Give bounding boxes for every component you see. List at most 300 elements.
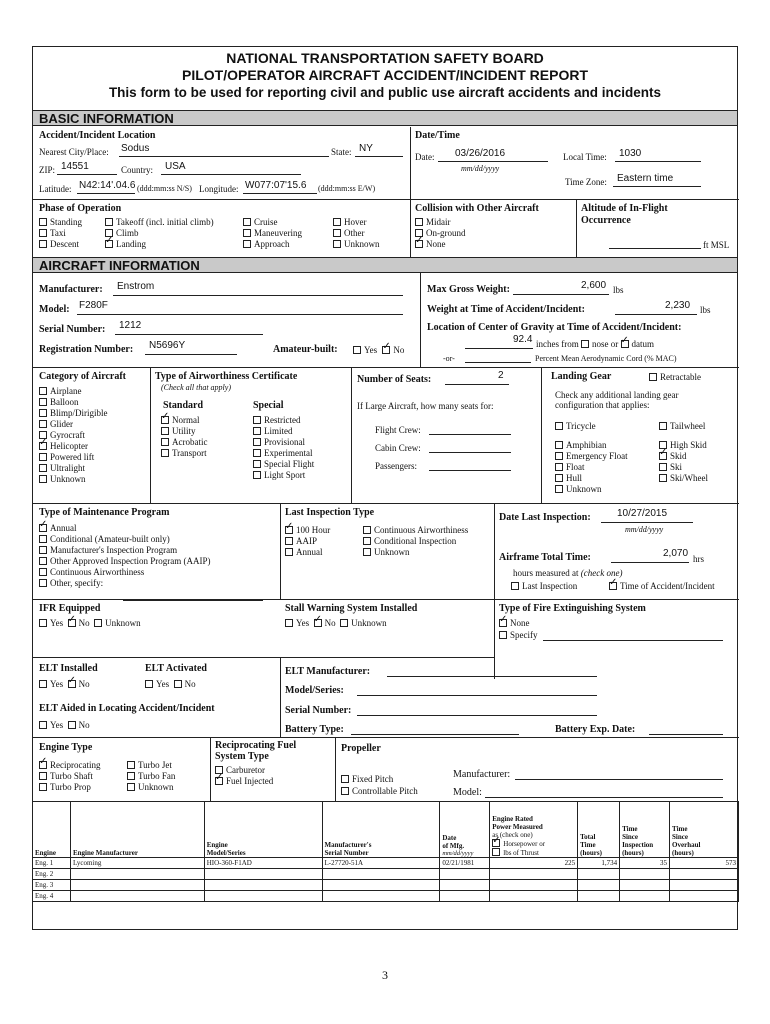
ifr-no-checkbox[interactable] bbox=[68, 619, 76, 627]
airworthiness-special-option bbox=[253, 448, 312, 458]
engine-type-option-label: Turbo Shaft bbox=[50, 771, 93, 781]
engine-type-option bbox=[127, 760, 172, 770]
header-subtitle: This form to be used for reporting civil and public use aircraft accidents and incidents bbox=[108, 85, 662, 100]
gear-option-checkbox[interactable] bbox=[659, 463, 667, 471]
table-row bbox=[33, 880, 739, 891]
measured-time-accident-checkbox[interactable] bbox=[609, 582, 617, 590]
time-label: Local Time: bbox=[563, 152, 607, 162]
table-cell[interactable]: Lycoming bbox=[70, 858, 204, 869]
gear-option bbox=[659, 421, 705, 431]
measured-last-inspection-checkbox[interactable] bbox=[511, 582, 519, 590]
ifr-no-label: No bbox=[78, 618, 90, 628]
manufacturer-field[interactable] bbox=[113, 285, 403, 296]
country-label: Country: bbox=[121, 165, 154, 175]
engine-table bbox=[32, 801, 739, 902]
zip-label: ZIP: bbox=[39, 165, 56, 175]
engine-type-option-checkbox[interactable] bbox=[127, 783, 135, 791]
table-cell[interactable]: 573 bbox=[670, 858, 739, 869]
maintenance-option bbox=[39, 523, 77, 533]
phase-option-checkbox[interactable] bbox=[243, 240, 251, 248]
ifr-title: IFR Equipped bbox=[39, 603, 101, 614]
passengers-field[interactable] bbox=[429, 460, 511, 471]
elt-activated-no-checkbox[interactable] bbox=[174, 680, 182, 688]
category-option-label: Balloon bbox=[50, 397, 79, 407]
airworthiness-standard-option-label: Acrobatic bbox=[172, 437, 208, 447]
table-cell[interactable] bbox=[440, 880, 490, 891]
last-inspection-option bbox=[285, 536, 317, 546]
elt-installed-title: ELT Installed bbox=[39, 663, 98, 674]
cg-nose-checkbox[interactable] bbox=[581, 340, 589, 348]
airworthiness-sub: (Check all that apply) bbox=[161, 383, 231, 392]
last-inspection-option-checkbox[interactable] bbox=[285, 526, 293, 534]
maintenance-option-label: Other, specify: bbox=[50, 578, 104, 588]
table-cell[interactable] bbox=[440, 869, 490, 880]
table-cell[interactable] bbox=[670, 880, 739, 891]
airworthiness-special-option-checkbox[interactable] bbox=[253, 416, 261, 424]
report-form bbox=[32, 46, 738, 930]
gear-option bbox=[659, 462, 682, 472]
last-inspection-option bbox=[363, 536, 456, 546]
col-tso-3: Overhaul bbox=[672, 841, 701, 849]
cg-nose-label: nose or bbox=[592, 339, 619, 349]
table-cell[interactable] bbox=[578, 880, 620, 891]
airworthiness-standard-option bbox=[161, 437, 207, 447]
col-tsi-4: (hours) bbox=[622, 849, 644, 857]
state-label: State: bbox=[331, 147, 352, 157]
registration-label: Registration Number: bbox=[39, 344, 134, 355]
last-inspection-option-checkbox[interactable] bbox=[363, 548, 371, 556]
table-cell[interactable] bbox=[204, 880, 322, 891]
category-option-label: Gyrocraft bbox=[50, 430, 85, 440]
header-title: PILOT/OPERATOR AIRCRAFT ACCIDENT/INCIDENT REPORT bbox=[182, 67, 588, 83]
fire-specify-checkbox[interactable] bbox=[499, 631, 507, 639]
phase-option-label: Unknown bbox=[344, 239, 380, 249]
ifr-unknown-label: Unknown bbox=[105, 618, 141, 628]
gear-option-checkbox[interactable] bbox=[659, 452, 667, 460]
phase-option bbox=[333, 217, 367, 227]
airworthiness-standard-option-label: Utility bbox=[172, 426, 196, 436]
table-cell[interactable] bbox=[490, 891, 578, 902]
gear-retractable-checkbox[interactable] bbox=[649, 373, 657, 381]
airworthiness-standard-option-checkbox[interactable] bbox=[161, 438, 169, 446]
elt-serial-label: Serial Number: bbox=[285, 705, 352, 716]
elt-battery-field[interactable] bbox=[351, 724, 519, 735]
col-tsi-3: Inspection bbox=[622, 841, 654, 849]
last-inspection-option-checkbox[interactable] bbox=[363, 526, 371, 534]
table-cell[interactable] bbox=[620, 880, 670, 891]
table-cell[interactable] bbox=[322, 880, 440, 891]
time-value: 1030 bbox=[619, 148, 642, 159]
location-title: Accident/Incident Location bbox=[39, 130, 156, 141]
airworthiness-standard-option-checkbox[interactable] bbox=[161, 449, 169, 457]
phase-option-label: Takeoff (incl. initial climb) bbox=[116, 217, 214, 227]
country-value: USA bbox=[165, 161, 186, 172]
table-cell[interactable] bbox=[440, 891, 490, 902]
fuel-carburetor-label: Carburetor bbox=[226, 765, 265, 775]
collision-onground-label: On-ground bbox=[426, 228, 466, 238]
elt-battery-label: Battery Type: bbox=[285, 724, 344, 735]
airworthiness-special-option-label: Limited bbox=[264, 426, 293, 436]
weight-accident-unit: lbs bbox=[700, 305, 711, 315]
table-cell[interactable]: HIO-360-F1AD bbox=[204, 858, 322, 869]
phase-option-checkbox[interactable] bbox=[333, 218, 341, 226]
table-cell[interactable] bbox=[70, 869, 204, 880]
gear-option-label: Tricycle bbox=[566, 421, 596, 431]
elt-serial-field[interactable] bbox=[357, 705, 597, 716]
airframe-time-unit: hrs bbox=[693, 554, 704, 564]
datetime-title: Date/Time bbox=[415, 130, 460, 141]
prop-manufacturer-label: Manufacturer: bbox=[453, 769, 511, 780]
last-inspection-option-checkbox[interactable] bbox=[285, 548, 293, 556]
category-option-checkbox[interactable] bbox=[39, 409, 47, 417]
last-inspection-option bbox=[363, 547, 410, 557]
engine-type-title: Engine Type bbox=[39, 742, 93, 753]
airworthiness-special-option-checkbox[interactable] bbox=[253, 438, 261, 446]
engine-type-option bbox=[127, 771, 175, 781]
col-model-2: Model/Series bbox=[206, 849, 246, 857]
elt-installed-yes-checkbox[interactable] bbox=[39, 680, 47, 688]
stall-unknown-checkbox[interactable] bbox=[340, 619, 348, 627]
cg-or: -or- bbox=[443, 354, 455, 363]
serial-value: 1212 bbox=[119, 320, 142, 331]
airworthiness-special-option bbox=[253, 426, 293, 436]
engine-type-option-label: Turbo Jet bbox=[138, 760, 172, 770]
phase-option-checkbox[interactable] bbox=[105, 218, 113, 226]
elt-exp-field[interactable] bbox=[649, 724, 723, 735]
category-option bbox=[39, 463, 85, 473]
col-date-3: mm/dd/yyyy bbox=[442, 850, 474, 857]
phase-option-checkbox[interactable] bbox=[39, 218, 47, 226]
table-cell[interactable] bbox=[578, 891, 620, 902]
altitude-unit: ft MSL bbox=[703, 240, 730, 250]
phase-option-checkbox[interactable] bbox=[333, 229, 341, 237]
power-thrust-checkbox[interactable] bbox=[492, 848, 500, 856]
stall-no-label: No bbox=[324, 618, 336, 628]
max-gross-weight-value: 2,600 bbox=[581, 280, 607, 291]
col-tso-4: (hours) bbox=[672, 849, 694, 857]
table-cell[interactable] bbox=[204, 869, 322, 880]
prop-controllable-label: Controllable Pitch bbox=[352, 786, 418, 796]
gear-option-label: Amphibian bbox=[566, 440, 607, 450]
zip-value: 14551 bbox=[61, 161, 89, 172]
phase-option-checkbox[interactable] bbox=[39, 240, 47, 248]
gear-option bbox=[555, 484, 602, 494]
category-option bbox=[39, 452, 94, 462]
weight-accident-label: Weight at Time of Accident/Incident: bbox=[427, 304, 585, 315]
table-cell: Eng. 3 bbox=[33, 880, 71, 891]
maintenance-option-label: Continuous Airworthiness bbox=[50, 567, 145, 577]
fire-specify-field[interactable] bbox=[543, 630, 723, 641]
gear-option-checkbox[interactable] bbox=[555, 485, 563, 493]
gear-option-checkbox[interactable] bbox=[555, 441, 563, 449]
date-inspection-label: Date Last Inspection: bbox=[499, 512, 591, 523]
airworthiness-standard-option bbox=[161, 448, 207, 458]
elt-aided-no-checkbox[interactable] bbox=[68, 721, 76, 729]
phase-option bbox=[39, 228, 66, 238]
gear-option bbox=[555, 421, 596, 431]
airworthiness-standard-option bbox=[161, 426, 196, 436]
cg-datum-checkbox[interactable] bbox=[621, 340, 629, 348]
amateur-no-checkbox[interactable] bbox=[382, 346, 390, 354]
gear-option-label: High Skid bbox=[670, 440, 707, 450]
fuel-system-title2: System Type bbox=[215, 751, 269, 762]
table-cell[interactable] bbox=[70, 880, 204, 891]
engine-type-option-checkbox[interactable] bbox=[127, 761, 135, 769]
category-option-checkbox[interactable] bbox=[39, 420, 47, 428]
cabin-crew-field[interactable] bbox=[429, 442, 511, 453]
prop-model-field[interactable] bbox=[485, 787, 723, 798]
gear-title: Landing Gear bbox=[551, 371, 612, 382]
category-option-checkbox[interactable] bbox=[39, 464, 47, 472]
timezone-label: Time Zone: bbox=[565, 177, 607, 187]
category-option-checkbox[interactable] bbox=[39, 453, 47, 461]
stall-no-checkbox[interactable] bbox=[314, 619, 322, 627]
header-agency: NATIONAL TRANSPORTATION SAFETY BOARD bbox=[226, 50, 544, 66]
airworthiness-special-option-checkbox[interactable] bbox=[253, 427, 261, 435]
airworthiness-standard-option-checkbox[interactable] bbox=[161, 416, 169, 424]
stall-yes-checkbox[interactable] bbox=[285, 619, 293, 627]
maintenance-option-checkbox[interactable] bbox=[39, 557, 47, 565]
airframe-time-value: 2,070 bbox=[663, 548, 689, 559]
table-cell[interactable] bbox=[490, 880, 578, 891]
engine-type-option-checkbox[interactable] bbox=[39, 761, 47, 769]
maintenance-option-checkbox[interactable] bbox=[39, 535, 47, 543]
elt-model-label: Model/Series: bbox=[285, 685, 344, 696]
col-power-3: as (check one) bbox=[492, 831, 533, 839]
amateur-label: Amateur-built: bbox=[273, 344, 338, 355]
engine-type-option bbox=[39, 771, 93, 781]
elt-aided-yes-label: Yes bbox=[50, 720, 64, 730]
fuel-injected-label: Fuel Injected bbox=[226, 776, 274, 786]
gear-option bbox=[555, 451, 628, 461]
last-inspection-title: Last Inspection Type bbox=[285, 507, 375, 518]
amateur-yes-label: Yes bbox=[364, 345, 378, 355]
prop-manufacturer-field[interactable] bbox=[515, 769, 723, 780]
phase-option-checkbox[interactable] bbox=[39, 229, 47, 237]
airworthiness-special-option bbox=[253, 415, 301, 425]
elt-activated-title: ELT Activated bbox=[145, 663, 207, 674]
collision-midair-checkbox[interactable] bbox=[415, 218, 423, 226]
elt-manufacturer-label: ELT Manufacturer: bbox=[285, 666, 371, 677]
col-date-1: Date bbox=[442, 834, 457, 842]
fire-none-checkbox[interactable] bbox=[499, 619, 507, 627]
elt-activated-no-label: No bbox=[184, 679, 196, 689]
registration-value: N5696Y bbox=[149, 340, 186, 351]
gear-option-checkbox[interactable] bbox=[555, 474, 563, 482]
seats-value: 2 bbox=[498, 370, 504, 381]
cg-label: Location of Center of Gravity at Time of Accident/Incident: bbox=[427, 322, 682, 333]
airworthiness-special-option-label: Special Flight bbox=[264, 459, 315, 469]
measured-time-accident-label: Time of Accident/Incident bbox=[620, 581, 715, 591]
col-date-2: of Mfg. bbox=[442, 842, 465, 850]
engine-type-option-checkbox[interactable] bbox=[39, 772, 47, 780]
phase-option-checkbox[interactable] bbox=[243, 218, 251, 226]
last-inspection-option bbox=[285, 525, 330, 535]
maintenance-option-checkbox[interactable] bbox=[39, 524, 47, 532]
category-option-label: Ultralight bbox=[50, 463, 85, 473]
airworthiness-standard: Standard bbox=[163, 400, 204, 411]
airworthiness-special-option-checkbox[interactable] bbox=[253, 449, 261, 457]
maintenance-option-checkbox[interactable] bbox=[39, 568, 47, 576]
table-cell[interactable] bbox=[322, 891, 440, 902]
gear-option-label: Skid bbox=[670, 451, 687, 461]
altitude-field[interactable] bbox=[609, 238, 701, 249]
phase-option-checkbox[interactable] bbox=[105, 240, 113, 248]
model-field[interactable] bbox=[77, 304, 403, 315]
stall-yes-label: Yes bbox=[296, 618, 310, 628]
category-option bbox=[39, 474, 86, 484]
collision-none-checkbox[interactable] bbox=[415, 240, 423, 248]
city-field[interactable] bbox=[119, 143, 329, 157]
stall-unknown-label: Unknown bbox=[351, 618, 387, 628]
category-option-label: Airplane bbox=[50, 386, 82, 396]
power-horsepower-checkbox[interactable] bbox=[492, 839, 500, 847]
col-tsi-1: Time bbox=[622, 825, 638, 833]
category-option-label: Glider bbox=[50, 419, 73, 429]
gear-option-label: Ski bbox=[670, 462, 683, 472]
table-cell[interactable] bbox=[70, 891, 204, 902]
gear-option-checkbox[interactable] bbox=[555, 422, 563, 430]
prop-controllable-checkbox[interactable] bbox=[341, 787, 349, 795]
table-cell[interactable] bbox=[204, 891, 322, 902]
phase-option-checkbox[interactable] bbox=[333, 240, 341, 248]
fuel-injected-checkbox[interactable] bbox=[215, 777, 223, 785]
airworthiness-special-option bbox=[253, 459, 314, 469]
gear-option-checkbox[interactable] bbox=[555, 452, 563, 460]
last-inspection-option-checkbox[interactable] bbox=[285, 537, 293, 545]
airworthiness-special-option-label: Experimental bbox=[264, 448, 313, 458]
category-title: Category of Aircraft bbox=[39, 371, 127, 382]
date-format: mm/dd/yyyy bbox=[461, 164, 500, 173]
ifr-yes-checkbox[interactable] bbox=[39, 619, 47, 627]
fuel-system-title: Reciprocating Fuel bbox=[215, 740, 297, 751]
table-row bbox=[33, 858, 739, 869]
cg-value: 92.4 bbox=[513, 334, 533, 345]
elt-installed-no-label: No bbox=[78, 679, 90, 689]
elt-activated-yes-checkbox[interactable] bbox=[145, 680, 153, 688]
category-option-checkbox[interactable] bbox=[39, 442, 47, 450]
elt-model-field[interactable] bbox=[357, 685, 597, 696]
flight-crew-label: Flight Crew: bbox=[375, 425, 421, 435]
altitude-title2: Occurrence bbox=[581, 215, 631, 226]
ifr-unknown-checkbox[interactable] bbox=[94, 619, 102, 627]
phase-option bbox=[105, 217, 214, 227]
airworthiness-title: Type of Airworthiness Certificate bbox=[155, 371, 298, 382]
gear-option-checkbox[interactable] bbox=[659, 422, 667, 430]
table-cell[interactable] bbox=[322, 869, 440, 880]
maintenance-option-checkbox[interactable] bbox=[39, 546, 47, 554]
table-cell[interactable]: 35 bbox=[620, 858, 670, 869]
amateur-yes-checkbox[interactable] bbox=[353, 346, 361, 354]
table-cell[interactable]: 225 bbox=[490, 858, 578, 869]
engine-type-option-checkbox[interactable] bbox=[39, 783, 47, 791]
cg-mac-field[interactable] bbox=[465, 352, 531, 363]
table-cell[interactable]: L-27720-51A bbox=[322, 858, 440, 869]
airworthiness-special-option-checkbox[interactable] bbox=[253, 471, 261, 479]
prop-fixed-checkbox[interactable] bbox=[341, 775, 349, 783]
table-cell: Eng. 4 bbox=[33, 891, 71, 902]
last-inspection-option-label: Annual bbox=[296, 547, 323, 557]
category-option-checkbox[interactable] bbox=[39, 475, 47, 483]
last-inspection-option-checkbox[interactable] bbox=[363, 537, 371, 545]
category-option-label: Helicopter bbox=[50, 441, 88, 451]
cg-datum-label: datum bbox=[631, 339, 654, 349]
collision-midair-label: Midair bbox=[426, 217, 451, 227]
ifr-yes-label: Yes bbox=[50, 618, 64, 628]
elt-manufacturer-field[interactable] bbox=[387, 666, 597, 677]
last-inspection-option-label: AAIP bbox=[296, 536, 318, 546]
airworthiness-special-option-checkbox[interactable] bbox=[253, 460, 261, 468]
lat-label: Latitude: bbox=[39, 184, 72, 194]
cg-inches-from: inches from bbox=[536, 339, 579, 349]
category-option-checkbox[interactable] bbox=[39, 398, 47, 406]
last-inspection-option-label: Unknown bbox=[374, 547, 410, 557]
phase-option bbox=[333, 228, 365, 238]
phase-title: Phase of Operation bbox=[39, 203, 122, 214]
gear-option-label: Unknown bbox=[566, 484, 602, 494]
flight-crew-field[interactable] bbox=[429, 424, 511, 435]
category-option-checkbox[interactable] bbox=[39, 387, 47, 395]
airworthiness-special: Special bbox=[253, 400, 284, 411]
lon-value: W077:07'15.6 bbox=[245, 180, 307, 191]
table-cell[interactable] bbox=[620, 891, 670, 902]
phase-option-label: Maneuvering bbox=[254, 228, 302, 238]
table-cell[interactable] bbox=[670, 869, 739, 880]
elt-activated-yes-label: Yes bbox=[156, 679, 170, 689]
table-cell[interactable]: 02/21/1981 bbox=[440, 858, 490, 869]
lon-label: Longitude: bbox=[199, 184, 239, 194]
collision-none-label: None bbox=[426, 239, 446, 249]
category-option bbox=[39, 397, 79, 407]
engine-type-option bbox=[127, 782, 174, 792]
table-row bbox=[33, 891, 739, 902]
maintenance-option bbox=[39, 545, 177, 555]
gear-option-label: Ski/Wheel bbox=[670, 473, 708, 483]
table-cell[interactable] bbox=[670, 891, 739, 902]
phase-option-checkbox[interactable] bbox=[243, 229, 251, 237]
category-option-label: Powered lift bbox=[50, 452, 95, 462]
col-serial-2: Serial Number bbox=[324, 849, 369, 857]
gear-option-checkbox[interactable] bbox=[659, 474, 667, 482]
table-cell[interactable]: 1,734 bbox=[578, 858, 620, 869]
maintenance-option-checkbox[interactable] bbox=[39, 579, 47, 587]
airworthiness-standard-option-checkbox[interactable] bbox=[161, 427, 169, 435]
table-cell[interactable] bbox=[578, 869, 620, 880]
table-cell[interactable] bbox=[620, 869, 670, 880]
col-tso-1: Time bbox=[672, 825, 688, 833]
elt-exp-label: Battery Exp. Date: bbox=[555, 724, 636, 735]
hours-measured-label: hours measured at bbox=[513, 568, 579, 578]
hours-measured-check: (check one) bbox=[580, 568, 623, 578]
maintenance-option-label: Other Approved Inspection Program (AAIP) bbox=[50, 556, 211, 566]
gear-option-checkbox[interactable] bbox=[555, 463, 563, 471]
airworthiness-standard-option bbox=[161, 415, 200, 425]
last-inspection-option-label: Continuous Airworthiness bbox=[374, 525, 469, 535]
engine-type-option-checkbox[interactable] bbox=[127, 772, 135, 780]
col-total-1: Total bbox=[580, 833, 596, 841]
maintenance-option bbox=[39, 534, 170, 544]
elt-aided-title: ELT Aided in Locating Accident/Incident bbox=[39, 703, 215, 714]
elt-installed-no-checkbox[interactable] bbox=[68, 680, 76, 688]
gear-option bbox=[659, 473, 708, 483]
table-cell[interactable] bbox=[490, 869, 578, 880]
collision-title: Collision with Other Aircraft bbox=[415, 203, 539, 214]
phase-option-label: Cruise bbox=[254, 217, 278, 227]
section-aircraft-information: AIRCRAFT INFORMATION bbox=[33, 257, 737, 273]
stall-title: Stall Warning System Installed bbox=[285, 603, 418, 614]
page-number: 3 bbox=[382, 968, 388, 982]
elt-aided-yes-checkbox[interactable] bbox=[39, 721, 47, 729]
